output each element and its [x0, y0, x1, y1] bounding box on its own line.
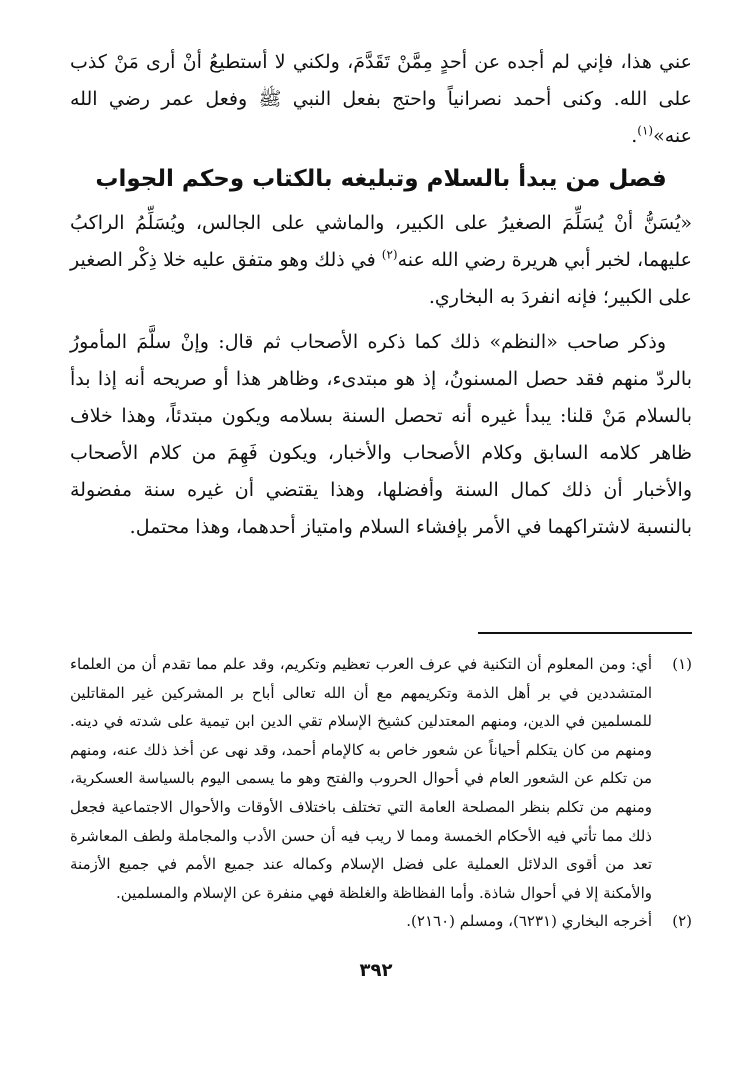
footnotes	[70, 650, 692, 936]
footnote-text: أي: ومن المعلوم أن التكنية في عرف العرب تعظيم وتكريم، وقد علم مما تقدم أن من العلماء المتشددين في بر أهل الذمة وتكريمهم مع أن الله تعالى أباح بر المشركين غير المقاتلين للمسلمين في الدين، ومنهم المعتدلين كشيخ الإسلام تقي الدين ابن تيمية على شدته في دينه. ومنهم من كان يتكلم أحياناً عن شعور خاص به كالإمام أحمد، وقد نهى عن أخذ ذلك عنه، ومنهم من تكلم عن الشعور العام في أحوال الحروب والفتح وهو ما يسمى اليوم بالسياسة العسكرية، ومنهم من تكلم بنظر المصلحة العامة التي تختلف باختلاف الأوقات والأحوال الاجتماعية فجعل ذلك مما تأتي فيه الأحكام الخمسة ومما لا ريب فيه أن حسن الأدب والمجاملة ولطف المعاشرة تعد من أقوى الدلائل العملية على فضل الإسلام وكماله عند جميع الأمم في جميع الأزمنة والأمكنة إلا في أحوال شاذة. وأما الفظاظة والغلظة فهي منفرة عن الإسلام والمسلمين.	[70, 655, 652, 902]
intro-text: عني هذا، فإني لم أجده عن أحدٍ مِمَّنْ تَقَدَّمَ، ولكني لا أستطيعُ أنْ أرى مَنْ كذب على الله. وكنى أحمد نصرانياً واحتج بفعل النبي ﷺ وفعل عمر رضي الله عنه»	[70, 51, 692, 147]
footnote-2	[70, 907, 692, 936]
page-content	[70, 44, 692, 931]
intro-paragraph	[70, 44, 692, 155]
footnote-number: (١)	[672, 655, 692, 673]
footnote-ref-1[interactable]: (١)	[637, 123, 654, 138]
section-heading: فصل من يبدأ بالسلام وتبليغه بالكتاب وحكم الجواب	[95, 166, 667, 192]
main-text	[70, 44, 692, 546]
footnote-text: أخرجه البخاري (٦٢٣١)، ومسلم (٢١٦٠).	[406, 912, 652, 931]
paragraph-gap	[70, 316, 692, 324]
footnote-1	[70, 650, 692, 907]
page-number: ٣٩٢	[359, 960, 393, 981]
footnote-number: (٢)	[672, 912, 692, 931]
footnote-ref-2[interactable]: (٢)	[381, 247, 398, 262]
paragraph-1-text: «يُسَنُّ أنْ يُسَلِّمَ الصغيرُ على الكبير، والماشي على الجالس، ويُسَلِّمُ الراكبُ عليهما، لخبر أبي هريرة رضي الله عنه	[70, 212, 692, 271]
paragraph-1-rest: في ذلك وهو متفق عليه خلا ذِكْر الصغير على الكبير؛ فإنه انفردَ به البخاري.	[70, 249, 692, 308]
footnote-separator	[478, 632, 692, 634]
section-paragraph-1	[70, 205, 692, 316]
section-paragraph-2: وذكر صاحب «النظم» ذلك كما ذكره الأصحاب ثم قال: وإنْ سلَّمَ المأمورُ بالردّ منهم فقد حصل المسنونُ، إذ هو مبتدىء، وظاهر هذا أو صريحه أنه إذا بدأ بالسلام مَنْ قلنا: يبدأ غيره أنه تحصل السنة بسلامه ويكون مبتدئاً، وهذا خلاف ظاهر كلامه السابق وكلام الأصحاب والأخبار، ويكون فَهِمَ من كلام الأصحاب والأخبار أن ذلك كمال السنة وأفضلها، وهذا يقتضي أن غيره سنة مفضولة بالنسبة لاشتراكهما في الأمر بإفشاء السلام وامتياز أحدهما، وهذا محتمل.	[70, 331, 692, 538]
intro-end: .	[631, 125, 638, 147]
